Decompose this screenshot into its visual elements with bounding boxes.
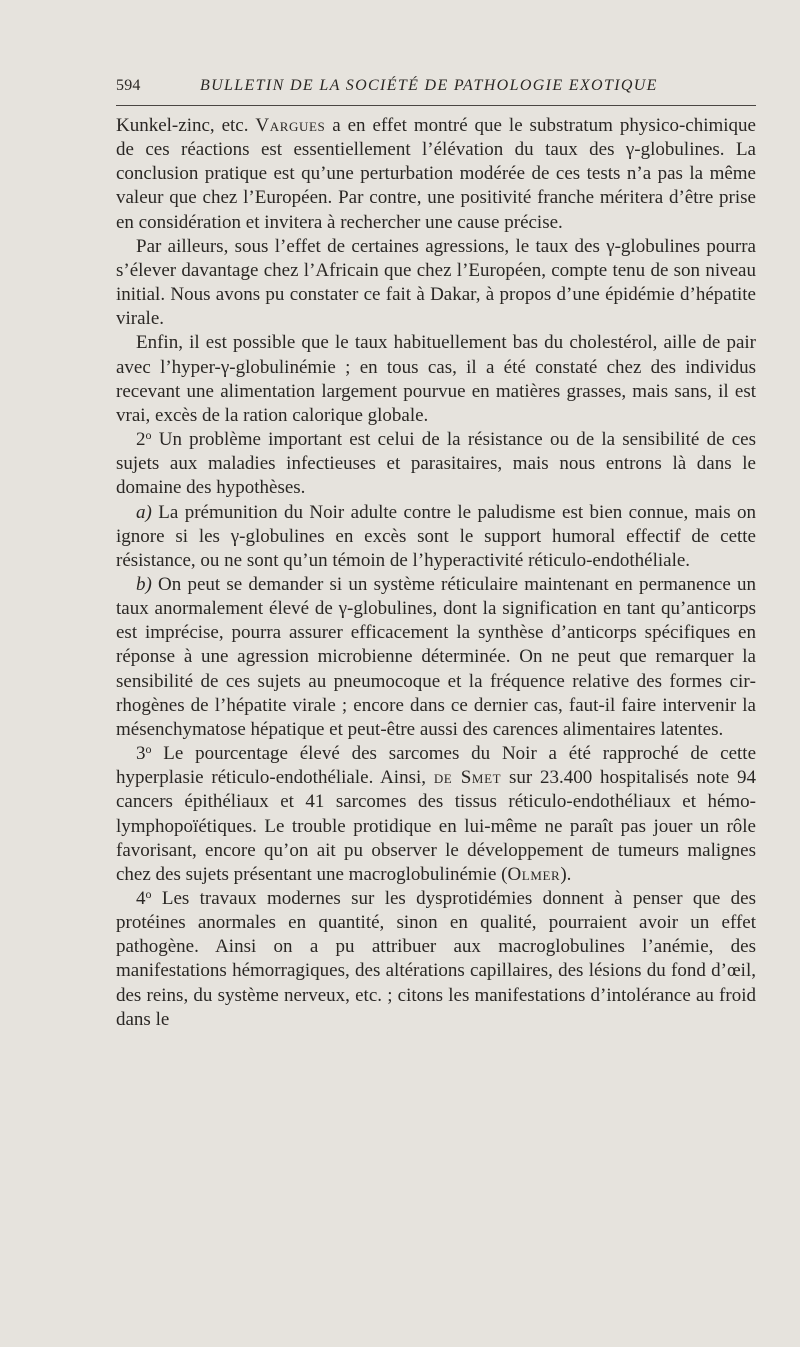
- list-label-b: b): [136, 573, 152, 595]
- running-title: BULLETIN DE LA SOCIÉTÉ DE PATHOLOGIE EXOTIQUE: [200, 77, 658, 94]
- paragraph-4: [116, 428, 756, 500]
- author-name-vargues: Vargues: [255, 115, 326, 136]
- paragraph-7: [116, 742, 756, 887]
- paragraph-7-text-b: sur 23.400 hospitalisés note 94 cancers épithéliaux et 41 sarcomes des tissus réticulo-endothéliaux et hémo-lymphopoïétiques. Le trouble protidique en lui-même ne paraît pas jouer un rôle favorisant, encore qu’on ait pu observer le développement de tumeurs malignes chez des sujets présentant une macroglobulinémie (: [116, 767, 756, 885]
- paragraph-1-text-a: Kunkel-zinc, etc.: [116, 115, 256, 136]
- paragraph-1: [116, 114, 756, 235]
- paragraph-8-text: Les travaux modernes sur les dysprotidémies donnent à penser que des protéines anormales en quantité, sinon en qualité, pourraient avoir un effet pathogène. Ainsi on a pu attribuer aux macroglobulines l’anémie, des manifestations hémorragiques, des altérations capillaires, des lésions du fond d’œil, des reins, du système nerveux, etc. ; citons les manifestations d’intolérance au froid dans le: [116, 888, 756, 1030]
- degree-sign: o: [145, 887, 152, 901]
- page-number: 594: [116, 77, 141, 94]
- body-text: [116, 114, 756, 1032]
- paragraph-7-text-c: ).: [560, 863, 572, 885]
- paragraph-5: [116, 501, 756, 573]
- running-header: [116, 76, 756, 100]
- paragraph-3: Enfin, il est possible que le taux habituellement bas du cholestérol, aille de pair avec l’hyper-γ-globulinémie ; en tous cas, il a été constaté chez des individus recevant une alimentation largement pourvue en matières grasses, mais sans, il est vrai, excès de la ration calorique globale.: [116, 332, 756, 426]
- paragraph-6-text: On peut se demander si un système réticulaire maintenant en permanence un taux anormalement élevé de γ-globulines, dont la signification en tant qu’anticorps est imprécise, pourra assurer efficacement la synthèse d’anticorps spécifiques en réponse à une agression microbienne déterminée. On ne peut que remarquer la sensibilité de ces sujets au pneumocoque et la fréquence relative des formes cirrhogènes de l’hépatite virale ; encore dans ce dernier cas, faut-il faire intervenir la mésenchymatose hépatique et peut-être aussi des carences alimentaires latentes.: [116, 573, 756, 740]
- degree-sign: o: [145, 428, 152, 443]
- section-number-2: 2: [136, 429, 146, 451]
- section-number-3: 3: [136, 743, 146, 765]
- paragraph-5-text: La prémunition du Noir adulte contre le paludisme est bien connue, mais on ignore si les γ-globulines en excès sont le support humoral effectif de cette résistance, ou ne sont qu’un témoin de l’hyperactivité réticulo-endothéliale.: [116, 501, 756, 571]
- paragraph-1-text-b: a en effet montré que le substratum physico-chimique de ces réactions est essentiellement l’élévation du taux des γ-globulines. La conclusion pratique est qu’une perturbation modérée de ces tests n’a pas la même valeur que chez l’Européen. Par contre, une positivité franche méritera d’être prise en considération et invitera à rechercher une cause précise.: [116, 115, 756, 233]
- paragraph-6: [116, 573, 756, 742]
- section-number-4: 4: [136, 888, 146, 909]
- degree-sign: o: [145, 742, 152, 757]
- paragraph-8: [116, 887, 756, 1032]
- paragraph-2: Par ailleurs, sous l’effet de certaines agressions, le taux des γ-globulines pourra s’élever davantage chez l’Africain que chez l’Européen, compte tenu de son niveau initial. Nous avons pu constater ce fait à Dakar, à propos d’une épidémie d’hépatite virale.: [116, 235, 756, 330]
- header-rule: [116, 105, 756, 106]
- author-name-de-smet: de Smet: [433, 767, 502, 789]
- paragraph-4-text: Un problème important est celui de la résistance ou de la sensibilité de ces sujets aux maladies infectieuses et parasitaires, mais nous entrons là dans le domaine des hypothèses.: [116, 429, 756, 499]
- paragraph-7-text-a: Le pourcentage élevé des sarcomes du Noir a été rapproché de cette hyperplasie réticulo-endothéliale. Ainsi,: [116, 743, 756, 789]
- author-name-olmer: Olmer: [507, 863, 561, 885]
- list-label-a: a): [136, 501, 152, 523]
